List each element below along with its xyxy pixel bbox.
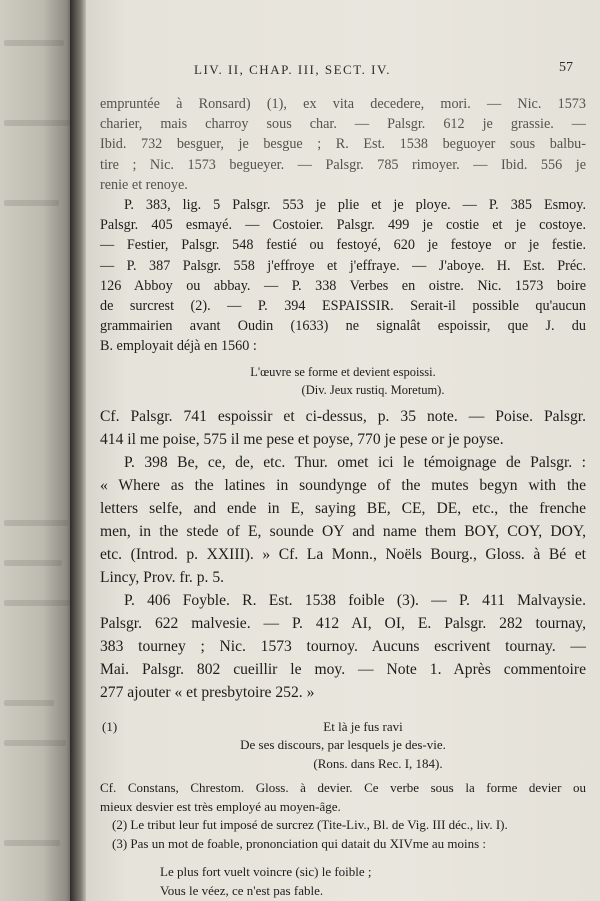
footnote-3: (3) Pas un mot de foable, prononciation qui datait du XIVme au moins : xyxy=(112,835,487,851)
footnote-verse: De ses discours, par lesquels je des-vie. xyxy=(240,737,446,753)
text-line: Ibid. 732 besguer, je besgue ; R. Est. 1538 beguoyer sous balbu- xyxy=(100,136,586,153)
quote-source: (Div. Jeux rustiq. Moretum). xyxy=(301,382,445,397)
paragraph-4 xyxy=(100,451,586,589)
text-line: renie et renoye. xyxy=(100,176,188,193)
footnote-line: mieux desvier est très employé au moyen-âge. xyxy=(100,798,341,814)
text-line: empruntée à Ronsard) (1), ex vita decedere, mori. — Nic. 1573 xyxy=(100,96,586,112)
running-head: LIV. II, CHAP. III, SECT. IV. xyxy=(194,62,391,77)
text-line: Palsgr. 622 malvesie. — P. 412 AI, OI, E. Palsgr. 282 tournay, xyxy=(100,614,586,632)
text-line: Palsgr. 405 esmayé. — Costoier. Palsgr. 499 je costie et je costoye. xyxy=(100,217,586,234)
text-line: 126 Abboy ou abbay. — P. 338 Verbes en oistre. Nic. 1573 boire xyxy=(100,277,586,294)
text-line: P. 406 Foyble. R. Est. 1538 foible (3). — P. 411 Malvaysie. xyxy=(124,591,586,609)
text-line: etc. (Introd. p. XXIII). » Cf. La Monn., Noëls Bourg., Gloss. à Bé et xyxy=(100,545,586,563)
text-line: Cf. Palsgr. 741 espoissir et ci-dessus, p. 35 note. — Poise. Palsgr. xyxy=(100,407,586,425)
block-quote xyxy=(100,363,586,399)
text-line: 277 ajouter « et presbytoire 252. » xyxy=(100,683,315,701)
text-line: charier, mais charroy sous char. — Palsgr. 612 je grassie. — xyxy=(100,116,586,133)
text-line: B. employait déjà en 1560 : xyxy=(100,338,257,355)
footnote-verse: Le plus fort vuelt voincre (sic) le foible ; xyxy=(160,864,372,880)
body-text xyxy=(100,94,586,900)
text-line: P. 383, lig. 5 Palsgr. 553 je plie et je ploye. — P. 385 Esmoy. xyxy=(124,197,586,214)
text-line: 414 il me poise, 575 il me pese et poyse, 770 je pese or je poyse. xyxy=(100,430,504,448)
paragraph-3 xyxy=(100,405,586,451)
text-line: — P. 387 Palsgr. 558 j'effroye et j'effraye. — J'aboye. H. Est. Préc. xyxy=(100,257,586,274)
text-line: Lincy, Prov. fr. p. 5. xyxy=(100,568,225,586)
footnote-line: Cf. Constans, Chrestom. Gloss. à devier. Ce verbe sous la forme devier ou xyxy=(100,780,586,796)
text-line: grammairien avant Oudin (1633) ne signalât espoissir, que J. du xyxy=(100,318,586,335)
text-line: de surcrest (2). — P. 394 ESPAISSIR. Serait-il possible qu'aucun xyxy=(100,298,586,315)
quote-line: L'œuvre se forme et devient espoissi. xyxy=(250,364,436,379)
text-line: — Festier, Palsgr. 548 festié ou festoyé, 620 je festoye or je festie. xyxy=(100,237,586,254)
footnote-verse: Et là je fus ravi xyxy=(323,718,403,734)
text-line: letters selfe, and ende in E, saying BE, CE, DE, etc., the frenche xyxy=(100,499,586,517)
paragraph-2 xyxy=(100,195,586,357)
footnotes xyxy=(100,718,586,901)
text-line: P. 398 Be, ce, de, etc. Thur. omet ici le témoignage de Palsgr. : xyxy=(124,453,586,471)
paragraph-5 xyxy=(100,589,586,704)
facing-page-edge xyxy=(0,0,78,901)
paragraph-1 xyxy=(100,94,586,195)
footnote-marker: (1) xyxy=(102,718,118,734)
text-line: Mai. Palsgr. 802 cueillir le moy. — Note 1. Après commentoire xyxy=(100,660,586,678)
book-page xyxy=(86,0,600,901)
text-line: tire ; Nic. 1573 begueyer. — Palsgr. 785 rimoyer. — Ibid. 556 je xyxy=(100,156,586,173)
footnote-1 xyxy=(100,718,586,817)
text-line: « Where as the latines in soundynge of the mutes begyn with the xyxy=(100,476,586,494)
footnote-verse: Vous le véez, ce n'est pas fable. xyxy=(160,882,324,898)
text-line: 383 tourney ; Nic. 1573 tournoy. Aucuns escrivent tournay. — xyxy=(100,637,586,655)
page-number: 57 xyxy=(559,60,573,75)
text-line: men, in the stede of E, sounde OY and name them BOY, COY, DOY, xyxy=(100,522,586,540)
footnote-source: (Rons. dans Rec. I, 184). xyxy=(313,755,443,771)
footnote-2: (2) Le tribut leur fut imposé de surcrez (Tite-Liv., Bl. de Vig. III déc., liv. I). xyxy=(112,817,508,833)
